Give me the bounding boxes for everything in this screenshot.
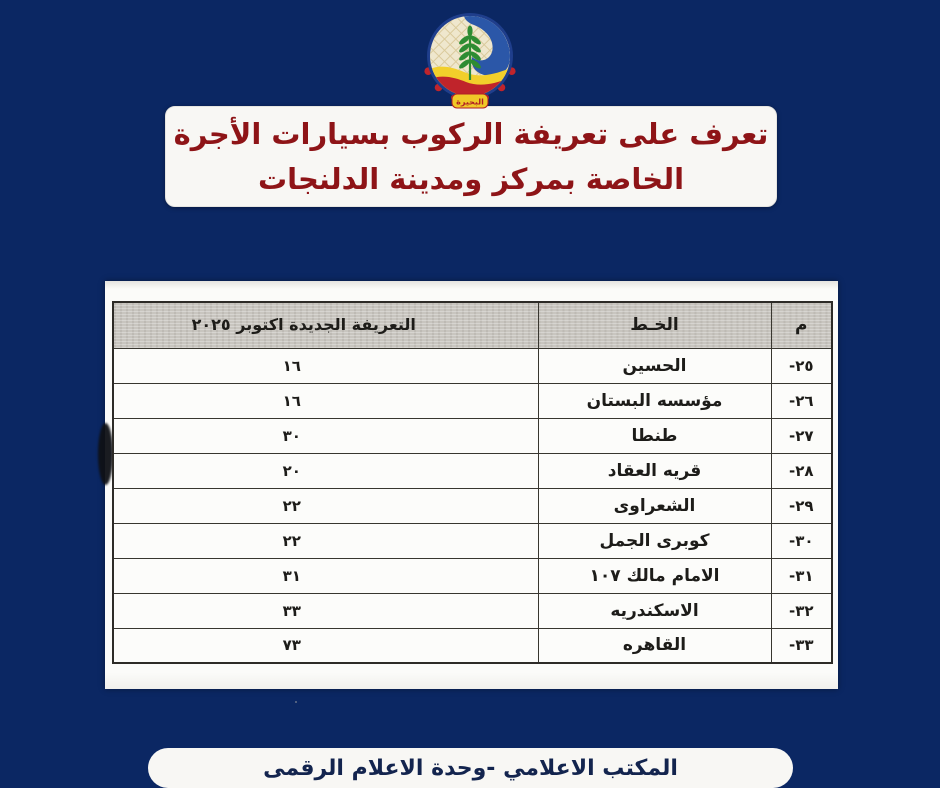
cell-route: الشعراوى <box>538 488 771 523</box>
cell-serial: ٢٧- <box>771 418 832 453</box>
cell-route: طنطا <box>538 418 771 453</box>
cell-route: الحسين <box>538 348 771 383</box>
table-header-row <box>113 302 832 348</box>
cell-route: الامام مالك ١٠٧ <box>538 558 771 593</box>
table-row <box>113 593 832 628</box>
table-row <box>113 348 832 383</box>
col-header-fare: التعريفة الجديدة اكتوبر ٢٠٢٥ <box>113 302 538 348</box>
footer-banner <box>148 748 793 788</box>
fare-table-paper <box>105 281 838 689</box>
table-row <box>113 558 832 593</box>
cell-route: الاسكندريه <box>538 593 771 628</box>
cell-serial: ٣٠- <box>771 523 832 558</box>
beheira-governorate-logo <box>420 10 520 112</box>
table-row <box>113 418 832 453</box>
table-row <box>113 453 832 488</box>
title-line-2: الخاصة بمركز ومدينة الدلنجات <box>257 161 685 196</box>
title-line-1: تعرف على تعريفة الركوب بسيارات الأجرة <box>173 116 769 151</box>
cell-fare: ٣٠ <box>113 418 538 453</box>
cell-route: مؤسسه البستان <box>538 383 771 418</box>
cell-serial: ٢٩- <box>771 488 832 523</box>
table-row <box>113 488 832 523</box>
cell-serial: ٣٢- <box>771 593 832 628</box>
cell-serial: ٢٥- <box>771 348 832 383</box>
footer-text: المكتب الاعلامي -وحدة الاعلام الرقمى <box>263 755 678 781</box>
table-row <box>113 628 832 663</box>
logo-emblem-svg <box>420 10 520 112</box>
table-row <box>113 523 832 558</box>
scan-artifact-hole <box>98 423 113 485</box>
cell-fare: ٧٣ <box>113 628 538 663</box>
cell-route: كوبرى الجمل <box>538 523 771 558</box>
cell-fare: ١٦ <box>113 348 538 383</box>
cell-route: القاهره <box>538 628 771 663</box>
cell-fare: ٣١ <box>113 558 538 593</box>
fare-table <box>112 301 833 664</box>
logo-caption: البحيرة <box>456 97 484 107</box>
cell-route: قريه العقاد <box>538 453 771 488</box>
cell-fare: ٣٣ <box>113 593 538 628</box>
title-banner <box>165 106 777 207</box>
cell-serial: ٢٨- <box>771 453 832 488</box>
cell-serial: ٢٦- <box>771 383 832 418</box>
cell-serial: ٣٣- <box>771 628 832 663</box>
cell-serial: ٣١- <box>771 558 832 593</box>
col-header-route: الخـط <box>538 302 771 348</box>
cell-fare: ٢٢ <box>113 523 538 558</box>
cell-fare: ١٦ <box>113 383 538 418</box>
col-header-serial: م <box>771 302 832 348</box>
table-row <box>113 383 832 418</box>
cell-fare: ٢٢ <box>113 488 538 523</box>
cell-fare: ٢٠ <box>113 453 538 488</box>
